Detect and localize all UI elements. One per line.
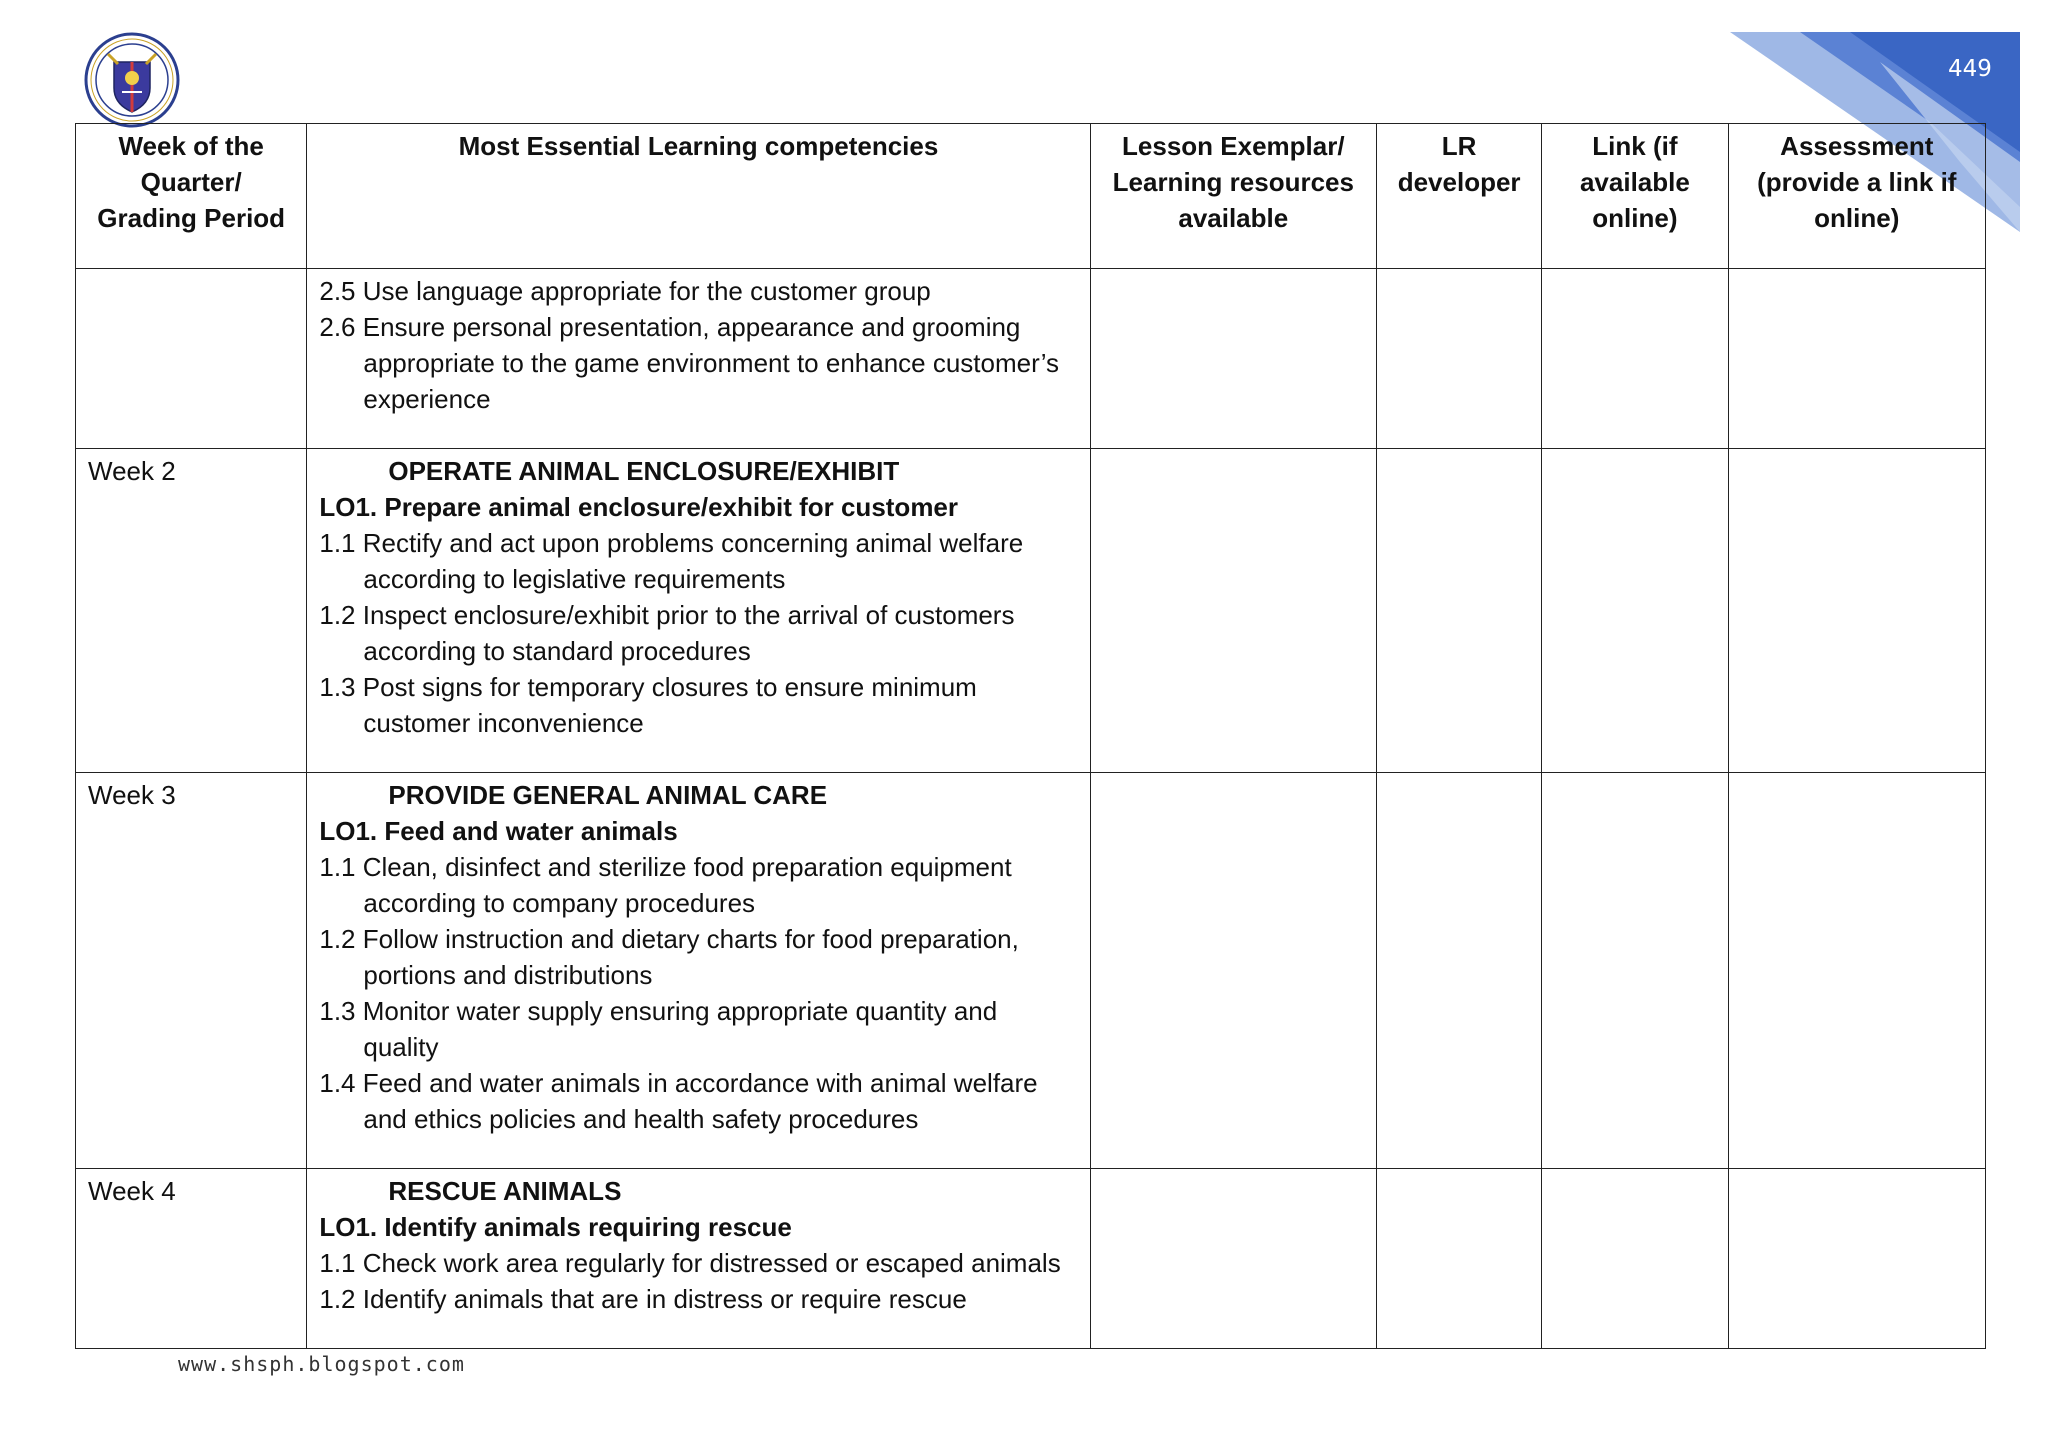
footer-url: www.shsph.blogspot.com — [178, 1352, 465, 1376]
competency-title: RESCUE ANIMALS — [388, 1176, 622, 1206]
lr-developer-cell — [1377, 449, 1542, 773]
table-row — [76, 269, 1986, 449]
competency-item: 1.2 Identify animals that are in distress or require rescue — [319, 1284, 967, 1314]
lr-developer-cell — [1377, 1169, 1542, 1349]
header-lr-developer: LR developer — [1377, 124, 1542, 269]
deped-seal-icon — [84, 32, 180, 128]
competency-cell — [307, 773, 1090, 1169]
competency-item: 1.1 Clean, disinfect and sterilize food preparation equipment according to company procedures — [319, 852, 1012, 918]
competency-item: 2.6 Ensure personal presentation, appearance and grooming appropriate to the game environment to enhance customer’s experience — [319, 312, 1060, 414]
learning-outcome: LO1. Feed and water animals — [319, 816, 678, 846]
lesson-cell — [1090, 269, 1376, 449]
learning-outcome: LO1. Prepare animal enclosure/exhibit for customer — [319, 492, 959, 522]
competency-cell — [307, 1169, 1090, 1349]
link-cell — [1542, 449, 1728, 773]
week-cell — [76, 269, 307, 449]
week-cell: Week 3 — [76, 773, 307, 1169]
table-row — [76, 1169, 1986, 1349]
table-header-row — [76, 124, 1986, 269]
competency-cell — [307, 449, 1090, 773]
table-row — [76, 449, 1986, 773]
competency-item: 1.1 Check work area regularly for distressed or escaped animals — [319, 1248, 1061, 1278]
competency-item: 1.1 Rectify and act upon problems concerning animal welfare according to legislative requirements — [319, 528, 1024, 594]
competency-title: OPERATE ANIMAL ENCLOSURE/EXHIBIT — [388, 456, 900, 486]
link-cell — [1542, 1169, 1728, 1349]
competency-item: 2.5 Use language appropriate for the customer group — [319, 276, 931, 306]
learning-outcome: LO1. Identify animals requiring rescue — [319, 1212, 792, 1242]
link-cell — [1542, 269, 1728, 449]
week-cell: Week 4 — [76, 1169, 307, 1349]
header-assessment: Assessment (provide a link if online) — [1728, 124, 1985, 269]
competency-title: PROVIDE GENERAL ANIMAL CARE — [388, 780, 828, 810]
lr-developer-cell — [1377, 269, 1542, 449]
competency-item: 1.2 Follow instruction and dietary charts for food preparation, portions and distributions — [319, 924, 1019, 990]
competency-item: 1.2 Inspect enclosure/exhibit prior to the arrival of customers according to standard procedures — [319, 600, 1015, 666]
competency-item: 1.3 Monitor water supply ensuring appropriate quantity and quality — [319, 996, 998, 1062]
week-cell: Week 2 — [76, 449, 307, 773]
lr-developer-cell — [1377, 773, 1542, 1169]
page-number: 449 — [1948, 56, 1992, 82]
header-lesson-exemplar: Lesson Exemplar/ Learning resources available — [1090, 124, 1376, 269]
table-row — [76, 773, 1986, 1169]
assessment-cell — [1728, 773, 1985, 1169]
lesson-cell — [1090, 449, 1376, 773]
competency-item: 1.3 Post signs for temporary closures to ensure minimum customer inconvenience — [319, 672, 977, 738]
lesson-cell — [1090, 773, 1376, 1169]
competency-cell — [307, 269, 1090, 449]
header-week: Week of the Quarter/ Grading Period — [76, 124, 307, 269]
header-link: Link (if available online) — [1542, 124, 1728, 269]
lesson-cell — [1090, 1169, 1376, 1349]
assessment-cell — [1728, 1169, 1985, 1349]
header-competencies: Most Essential Learning competencies — [307, 124, 1090, 269]
mel-table — [75, 123, 1986, 1349]
competency-item: 1.4 Feed and water animals in accordance with animal welfare and ethics policies and health safety procedures — [319, 1068, 1038, 1134]
link-cell — [1542, 773, 1728, 1169]
assessment-cell — [1728, 269, 1985, 449]
assessment-cell — [1728, 449, 1985, 773]
